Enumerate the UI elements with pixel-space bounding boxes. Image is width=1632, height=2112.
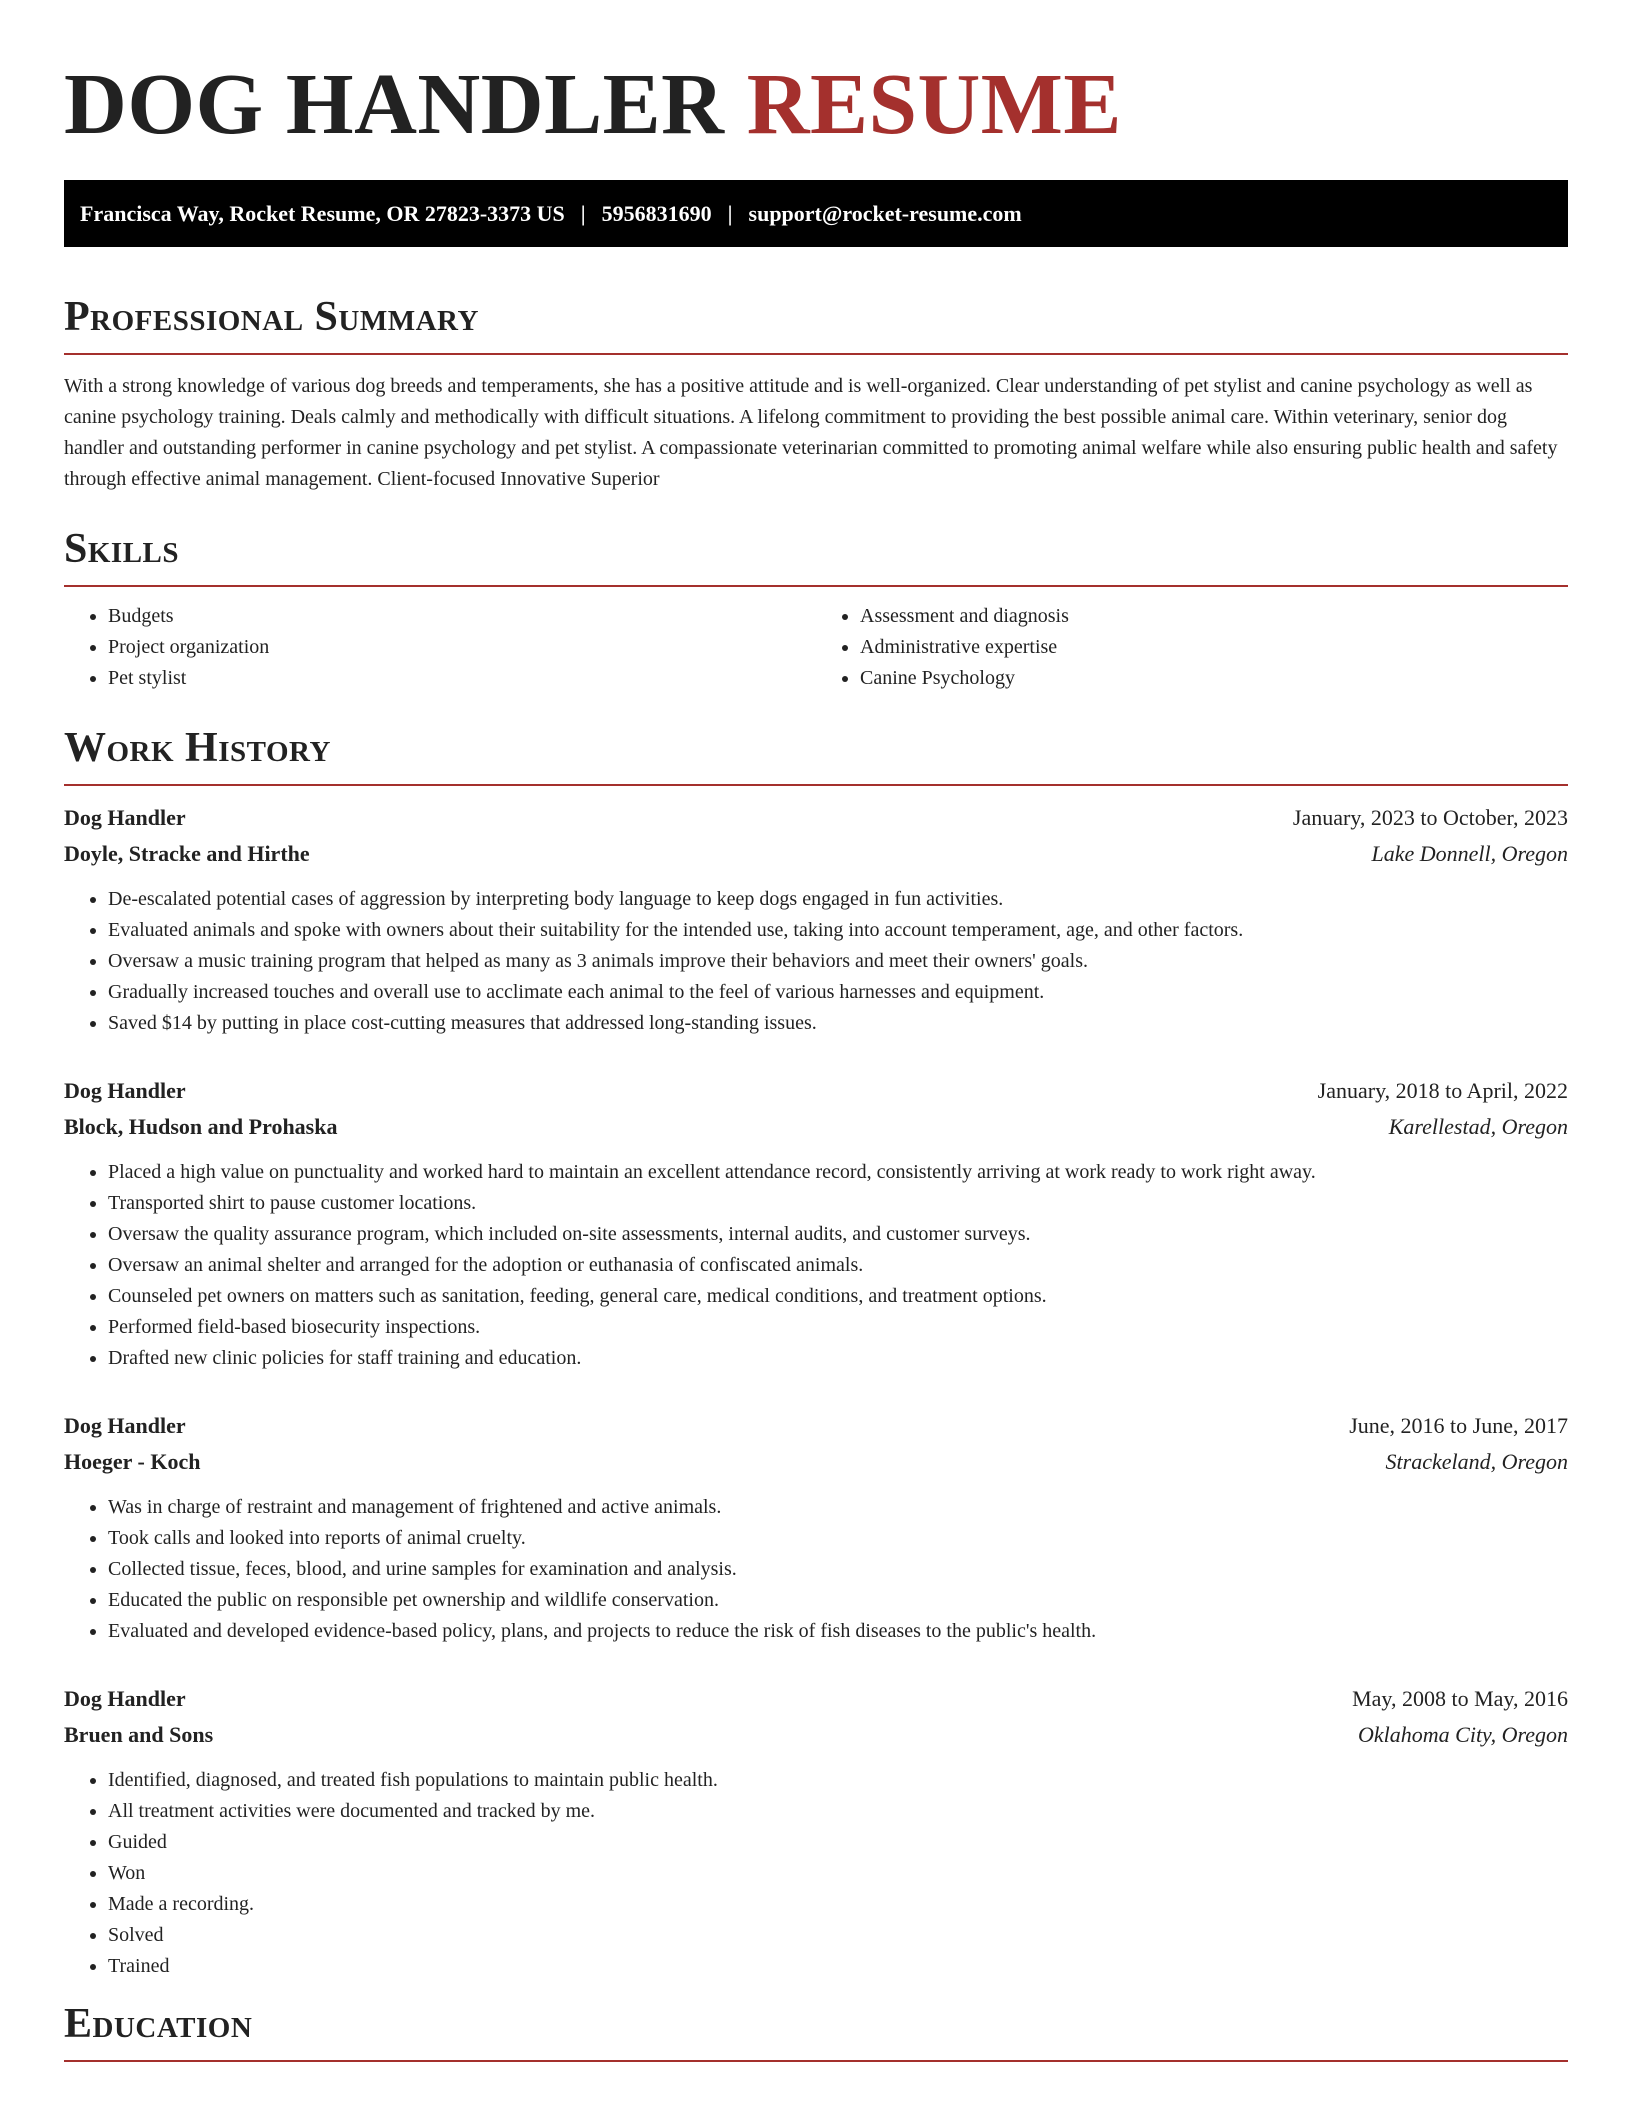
work-history-section bbox=[64, 722, 1568, 1982]
job-bullets bbox=[64, 884, 1568, 1039]
contact-separator: | bbox=[727, 200, 733, 226]
job-bullet: • Educated the public on responsible pet ownership and wildlife conservation. bbox=[108, 1585, 1568, 1616]
job-bullet: • Counseled pet owners on matters such as sanitation, feeding, general care, medical conditions, and treatment options. bbox=[108, 1281, 1568, 1312]
contact-phone: 5956831690 bbox=[601, 200, 712, 226]
job-bullet: • Oversaw an animal shelter and arranged for the adoption or euthanasia of confiscated animals. bbox=[108, 1250, 1568, 1281]
job-bullet: • All treatment activities were documented and tracked by me. bbox=[108, 1796, 1568, 1827]
job-dates: May, 2008 to May, 2016 bbox=[1352, 1686, 1568, 1711]
resume-title bbox=[64, 0, 1568, 152]
job-company: Bruen and Sons bbox=[64, 1722, 214, 1747]
summary-section bbox=[64, 291, 1568, 495]
job-bullet: • Drafted new clinic policies for staff training and education. bbox=[108, 1343, 1568, 1374]
job-header-row bbox=[64, 800, 1568, 836]
skills-section bbox=[64, 523, 1568, 694]
skills-grid bbox=[64, 601, 1568, 694]
job-bullet: • Performed field-based biosecurity inspections. bbox=[108, 1312, 1568, 1343]
job-dates: June, 2016 to June, 2017 bbox=[1349, 1413, 1568, 1438]
work-history-heading: Work History bbox=[64, 722, 1568, 786]
job-bullet: • De-escalated potential cases of aggression by interpreting body language to keep dogs engaged in fun activities. bbox=[108, 884, 1568, 915]
contact-separator: | bbox=[580, 200, 586, 226]
job-bullet: • Evaluated animals and spoke with owners about their suitability for the intended use, taking into account temperament, age, and other factors. bbox=[108, 915, 1568, 946]
skill-item: • Administrative expertise bbox=[860, 632, 1568, 663]
job-title: Dog Handler bbox=[64, 1413, 186, 1438]
job-company-row bbox=[64, 1109, 1568, 1145]
job-company-row bbox=[64, 836, 1568, 872]
education-section bbox=[64, 1998, 1568, 2062]
job-bullets bbox=[64, 1765, 1568, 1982]
summary-heading: Professional Summary bbox=[64, 291, 1568, 355]
job-company: Block, Hudson and Prohaska bbox=[64, 1114, 338, 1139]
contact-bar bbox=[64, 180, 1568, 247]
job-dates: January, 2018 to April, 2022 bbox=[1317, 1078, 1568, 1103]
job-bullet: • Evaluated and developed evidence-based policy, plans, and projects to reduce the risk of fish diseases to the public's health. bbox=[108, 1616, 1568, 1647]
skills-heading: Skills bbox=[64, 523, 1568, 587]
job-bullet: • Took calls and looked into reports of animal cruelty. bbox=[108, 1523, 1568, 1554]
job-bullet: • Oversaw a music training program that helped as many as 3 animals improve their behaviors and meet their owners' goals. bbox=[108, 946, 1568, 977]
job-bullet: • Saved $14 by putting in place cost-cutting measures that addressed long-standing issues. bbox=[108, 1008, 1568, 1039]
job-title: Dog Handler bbox=[64, 1686, 186, 1711]
contact-email: support@rocket-resume.com bbox=[748, 200, 1022, 226]
job-bullet: • Solved bbox=[108, 1920, 1568, 1951]
contact-address: Francisca Way, Rocket Resume, OR 27823-3373 US bbox=[80, 200, 565, 226]
job-bullet: • Transported shirt to pause customer locations. bbox=[108, 1188, 1568, 1219]
job-header-row bbox=[64, 1073, 1568, 1109]
skills-list-left bbox=[64, 601, 816, 694]
job-entry bbox=[64, 1073, 1568, 1374]
job-bullets bbox=[64, 1157, 1568, 1374]
job-title: Dog Handler bbox=[64, 805, 186, 830]
job-title: Dog Handler bbox=[64, 1078, 186, 1103]
job-company: Doyle, Stracke and Hirthe bbox=[64, 841, 310, 866]
job-bullet: • Guided bbox=[108, 1827, 1568, 1858]
job-location: Lake Donnell, Oregon bbox=[1371, 841, 1568, 866]
job-bullet: • Collected tissue, feces, blood, and urine samples for examination and analysis. bbox=[108, 1554, 1568, 1585]
job-company: Hoeger - Koch bbox=[64, 1449, 201, 1474]
job-bullet: • Oversaw the quality assurance program, which included on-site assessments, internal audits, and customer surveys. bbox=[108, 1219, 1568, 1250]
skill-item: • Pet stylist bbox=[108, 663, 816, 694]
job-bullet: • Placed a high value on punctuality and worked hard to maintain an excellent attendance record, consistently arriving at work ready to work right away. bbox=[108, 1157, 1568, 1188]
title-main: DOG HANDLER bbox=[64, 55, 725, 152]
skill-item: • Canine Psychology bbox=[860, 663, 1568, 694]
job-location: Karellestad, Oregon bbox=[1388, 1114, 1568, 1139]
job-bullet: • Gradually increased touches and overall use to acclimate each animal to the feel of various harnesses and equipment. bbox=[108, 977, 1568, 1008]
job-bullet: • Won bbox=[108, 1858, 1568, 1889]
job-company-row bbox=[64, 1444, 1568, 1480]
title-accent: RESUME bbox=[746, 55, 1122, 152]
job-dates: January, 2023 to October, 2023 bbox=[1292, 805, 1568, 830]
skills-list-right bbox=[816, 601, 1568, 694]
skill-item: • Project organization bbox=[108, 632, 816, 663]
job-entry bbox=[64, 800, 1568, 1039]
job-entry bbox=[64, 1408, 1568, 1647]
skill-item: • Assessment and diagnosis bbox=[860, 601, 1568, 632]
job-bullet: • Trained bbox=[108, 1951, 1568, 1982]
job-company-row bbox=[64, 1717, 1568, 1753]
job-location: Strackeland, Oregon bbox=[1385, 1449, 1568, 1474]
job-header-row bbox=[64, 1681, 1568, 1717]
job-bullet: • Identified, diagnosed, and treated fish populations to maintain public health. bbox=[108, 1765, 1568, 1796]
job-header-row bbox=[64, 1408, 1568, 1444]
skill-item: • Budgets bbox=[108, 601, 816, 632]
job-location: Oklahoma City, Oregon bbox=[1358, 1722, 1568, 1747]
education-heading: Education bbox=[64, 1998, 1568, 2062]
summary-text: With a strong knowledge of various dog breeds and temperaments, she has a positive attitude and is well-organized. Clear understanding of pet stylist and canine psychology as well as canine psychology training. Deals calmly and methodically with difficult situations. A lifelong commitment to providing the best possible animal care. Within veterinary, senior dog handler and outstanding performer in canine psychology and pet stylist. A compassionate veterinarian committed to promoting animal welfare while also ensuring public health and safety through effective animal management. Client-focused Innovative Superior bbox=[64, 375, 1558, 490]
job-bullets bbox=[64, 1492, 1568, 1647]
job-bullet: • Was in charge of restraint and management of frightened and active animals. bbox=[108, 1492, 1568, 1523]
job-entry bbox=[64, 1681, 1568, 1982]
job-bullet: • Made a recording. bbox=[108, 1889, 1568, 1920]
